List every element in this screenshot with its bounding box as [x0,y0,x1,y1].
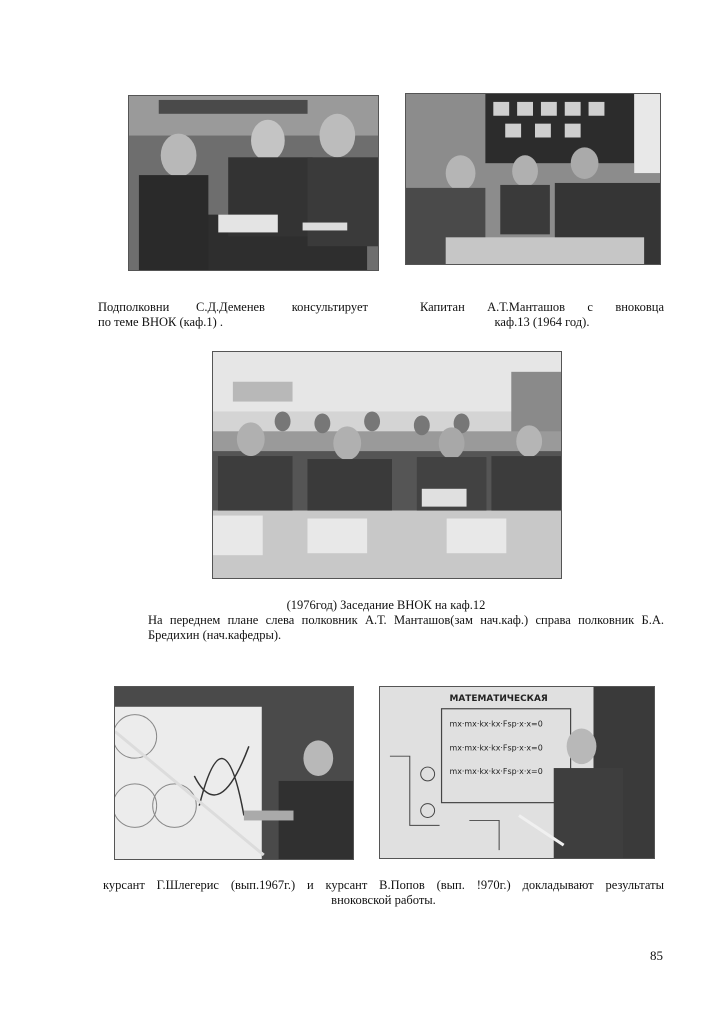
caption-meeting [148,598,664,643]
photo-cadet-popov [379,686,655,859]
photo-meeting [212,351,562,579]
photo-cadet-popov-image [380,687,654,858]
board-title: МАТЕМАТИЧЕСКАЯ [449,693,548,704]
board-equation-2: mx·mx·kx·kx·Fsp·x·x=0 [449,743,543,753]
photo-cadet-shlegeris [114,686,354,860]
caption-meeting-line2: На переднем плане слева полковник А.Т. Манташов(зам нач.каф.) справа полковник Б.А. [148,613,664,627]
caption-cadets-line2: вноковской работы. [331,893,436,907]
caption-captain-line1: Капитан А.Т.Манташов с вноковца [420,300,664,314]
caption-cadets [103,878,664,908]
caption-meeting-line3: Бредихин (нач.кафедры). [148,628,282,642]
photo-captain-students [405,93,661,265]
photo-consultation-image [129,96,378,270]
caption-captain-line2: каф.13 (1964 год). [494,315,590,329]
caption-captain [420,300,664,330]
photo-captain-students-image [406,94,660,264]
caption-consultation-line1: Подполковни С.Д.Деменев консультирует [98,300,368,314]
caption-cadets-line1: курсант Г.Шлегерис (вып.1967г.) и курсант В.Попов (вып. !970г.) докладывают результаты [103,878,664,892]
caption-consultation [98,300,368,330]
photo-cadet-shlegeris-image [115,687,353,859]
board-equation-3: mx·mx·kx·kx·Fsp·x·x=0 [449,766,543,776]
photo-consultation [128,95,379,271]
page-number: 85 [650,948,663,963]
photo-meeting-image [213,352,561,578]
caption-meeting-line1: (1976год) Заседание ВНОК на каф.12 [286,598,486,612]
caption-consultation-line2: по теме ВНОК (каф.1) . [98,315,223,329]
board-equation-1: mx·mx·kx·kx·Fsp·x·x=0 [449,719,543,729]
